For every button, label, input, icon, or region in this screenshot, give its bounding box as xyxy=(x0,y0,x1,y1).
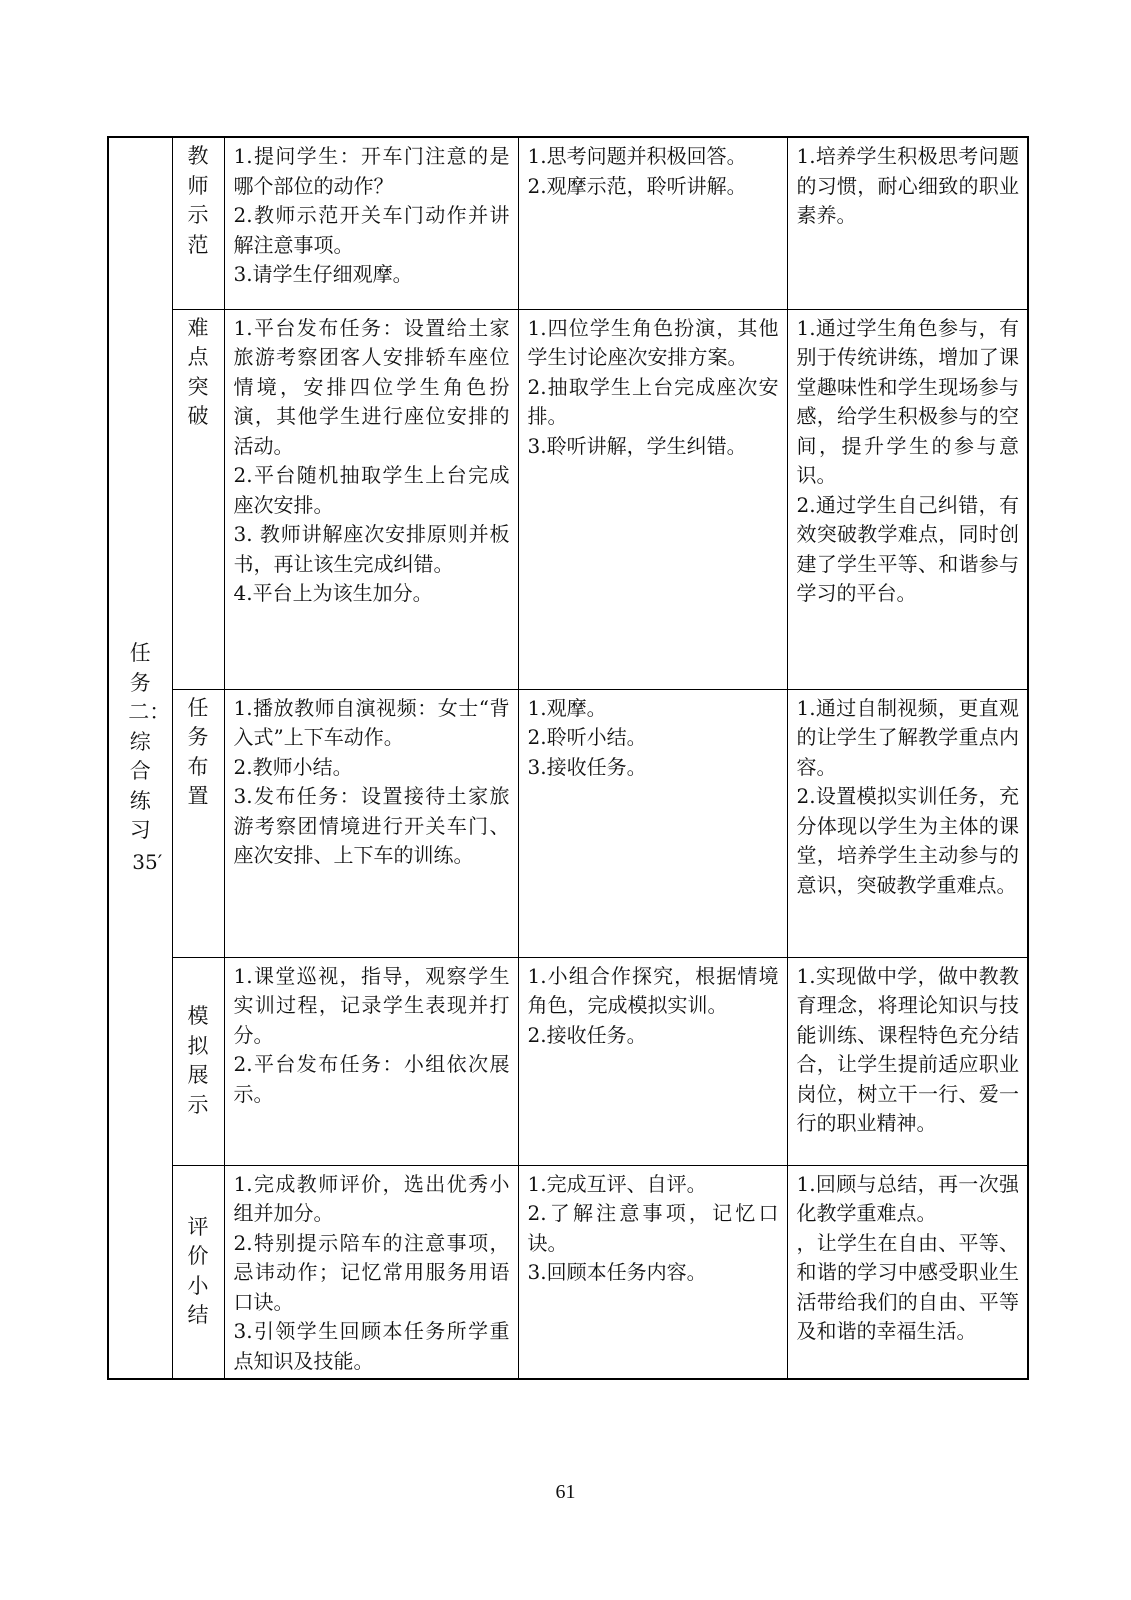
teacher-activity-cell xyxy=(224,137,518,309)
task-label: 任务二：综合练习 xyxy=(128,641,171,842)
teacher-activity-item: 3.引领学生回顾本任务所学重点知识及技能。 xyxy=(233,1319,510,1373)
student-activity-item: 2.了解注意事项，记忆口诀。 xyxy=(527,1201,779,1255)
lesson-plan-table xyxy=(107,136,1029,1380)
design-intent-item: 2.设置模拟实训任务，充分体现以学生为主体的课堂，培养学生主动参与的意识，突破教学重难点。 xyxy=(796,784,1019,897)
student-activity-item: 3.聆听讲解，学生纠错。 xyxy=(527,433,747,458)
student-activity-cell xyxy=(518,957,787,1165)
stage-label: 模拟展示 xyxy=(187,1004,209,1117)
task-duration: 35′ xyxy=(132,849,163,874)
student-activity-item: 1.小组合作探究，根据情境角色，完成模拟实训。 xyxy=(527,963,779,1017)
teacher-activity-item: 2.教师小结。 xyxy=(233,754,353,779)
design-intent-cell xyxy=(787,957,1028,1165)
teacher-activity-item: 3. 教师讲解座次安排原则并板书，再让该生完成纠错。 xyxy=(233,522,510,576)
stage-label: 难点突破 xyxy=(187,315,209,428)
student-activity-item: 1.思考问题并积极回答。 xyxy=(527,144,747,168)
teacher-activity-item: 2.特别提示陪车的注意事项，忌讳动作；记忆常用服务用语口诀。 xyxy=(233,1230,510,1314)
stage-cell xyxy=(172,309,224,689)
teacher-activity-item: 1.播放教师自演视频：女士“背入式”上下车动作。 xyxy=(233,695,510,749)
stage-cell xyxy=(172,689,224,957)
student-activity-item: 1.完成互评、自评。 xyxy=(527,1171,707,1196)
student-activity-item: 3.接收任务。 xyxy=(527,754,647,779)
student-activity-cell xyxy=(518,137,787,309)
teacher-activity-item: 1.课堂巡视，指导，观察学生实训过程，记录学生表现并打分。 xyxy=(233,963,510,1047)
stage-cell xyxy=(172,957,224,1165)
task-label-cell xyxy=(108,137,172,1379)
teacher-activity-cell xyxy=(224,689,518,957)
teacher-activity-item: 3.发布任务：设置接待土家旅游考察团情境进行开关车门、座次安排、上下车的训练。 xyxy=(233,784,510,867)
stage-label: 任务布置 xyxy=(187,695,209,808)
student-activity-item: 1.四位学生角色扮演，其他学生讨论座次安排方案。 xyxy=(527,315,779,369)
teacher-activity-cell xyxy=(224,1165,518,1379)
stage-cell xyxy=(172,1165,224,1379)
student-activity-cell xyxy=(518,1165,787,1379)
student-activity-cell xyxy=(518,309,787,689)
teacher-activity-item: 3.请学生仔细观摩。 xyxy=(233,262,413,286)
student-activity-item: 2.观摩示范，聆听讲解。 xyxy=(527,173,747,198)
design-intent-item: 2.通过学生自己纠错，有效突破教学难点，同时创建了学生平等、和谐参与学习的平台。 xyxy=(796,492,1019,605)
table-row xyxy=(108,137,1028,309)
teacher-activity-cell xyxy=(224,309,518,689)
design-intent-item: 1.培养学生积极思考问题的习惯，耐心细致的职业素养。 xyxy=(796,144,1019,227)
design-intent-cell xyxy=(787,137,1028,309)
design-intent-cell xyxy=(787,309,1028,689)
student-activity-item: 3.回顾本任务内容。 xyxy=(527,1260,707,1284)
teacher-activity-item: 2.教师示范开关车门动作并讲解注意事项。 xyxy=(233,203,510,257)
table-row xyxy=(108,957,1028,1165)
teacher-activity-item: 1.提问学生：开车门注意的是哪个部位的动作？ xyxy=(233,144,510,198)
student-activity-cell xyxy=(518,689,787,957)
stage-label: 教师示范 xyxy=(187,144,209,257)
design-intent-item: 1.通过学生角色参与，有别于传统讲练，增加了课堂趣味性和学生现场参与感，给学生积极参与的空间，提升学生的参与意识。 xyxy=(796,315,1019,487)
design-intent-item: 1.回顾与总结，再一次强化教学重难点。 xyxy=(796,1171,1019,1225)
student-activity-item: 2.抽取学生上台完成座次安排。 xyxy=(527,374,779,428)
table-row xyxy=(108,1165,1028,1379)
teacher-activity-cell xyxy=(224,957,518,1165)
student-activity-item: 2.聆听小结。 xyxy=(527,725,647,749)
design-intent-item: ，让学生在自由、平等、和谐的学习中感受职业生活带给我们的自由、平等及和谐的幸福生活。 xyxy=(796,1230,1019,1343)
teacher-activity-item: 2.平台发布任务：小组依次展示。 xyxy=(233,1052,510,1106)
table-row xyxy=(108,309,1028,689)
table-row xyxy=(108,689,1028,957)
teacher-activity-item: 4.平台上为该生加分。 xyxy=(233,581,433,605)
teacher-activity-item: 1.平台发布任务：设置给土家旅游考察团客人安排轿车座位情境，安排四位学生角色扮演，其他学生进行座位安排的活动。 xyxy=(233,315,510,458)
page-number: 61 xyxy=(555,1481,576,1503)
teacher-activity-item: 1.完成教师评价，选出优秀小组并加分。 xyxy=(233,1171,510,1225)
stage-label: 评价小结 xyxy=(187,1214,209,1328)
design-intent-cell xyxy=(787,689,1028,957)
student-activity-item: 2.接收任务。 xyxy=(527,1022,647,1047)
teacher-activity-item: 2.平台随机抽取学生上台完成座次安排。 xyxy=(233,463,510,517)
design-intent-item: 1.实现做中学，做中教教育理念，将理论知识与技能训练、课程特色充分结合，让学生提前适应职业岗位，树立干一行、爱一行的职业精神。 xyxy=(796,963,1019,1135)
stage-cell xyxy=(172,137,224,309)
design-intent-item: 1.通过自制视频，更直观的让学生了解教学重点内容。 xyxy=(796,695,1019,779)
student-activity-item: 1.观摩。 xyxy=(527,695,607,720)
design-intent-cell xyxy=(787,1165,1028,1379)
